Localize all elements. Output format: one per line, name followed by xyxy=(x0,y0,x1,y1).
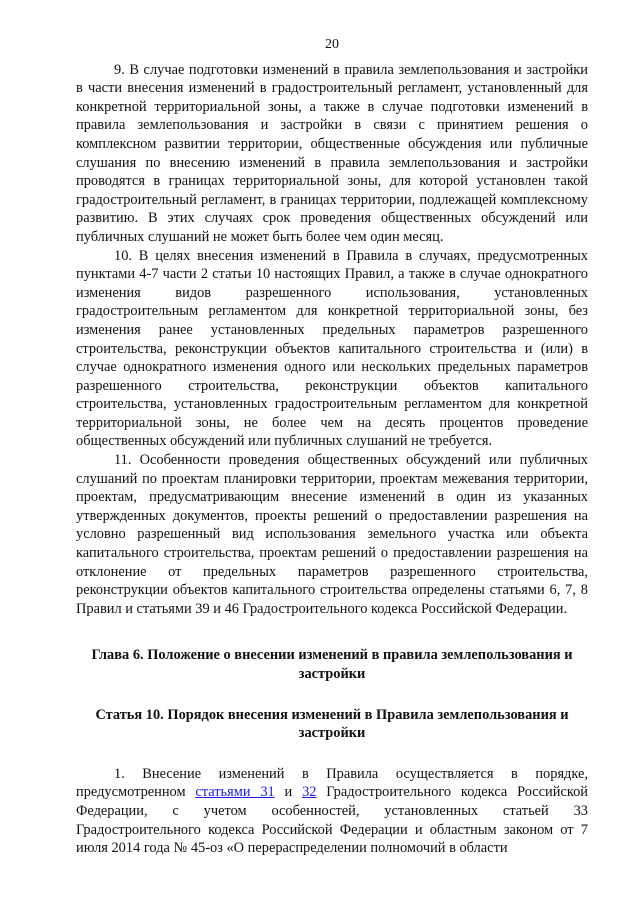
article-31-link[interactable]: статьями 31 xyxy=(195,784,275,801)
paragraph-9: 9. В случае подготовки изменений в правила землепользования и застройки в части внесения изменений в градостроительный регламент, установленный для конкретной территориальной зоны, а также в случае подготовки изменений в правила землепользования и застройки в связи с принятием решения о комплексном развитии территории, общественные обсуждения или публичные слушания по внесению изменений в правила землепользования и застройки проводятся в границах территориальной зоны, для которой установлен такой градостроительный регламент, в границах территории, подлежащей комплексному развитию. В этих случаях срок проведения общественных обсуждений или публичных слушаний не может быть более чем один месяц. xyxy=(76,61,588,245)
paragraph-1-text-end: Градостроительного кодекса Российской Федерации, с учетом особенностей, установленных статьей 33 Градостроительного кодекса Российской Федерации и областным законом от 7 июля 2014 года № 45-оз «О перераспределении полномочий в области xyxy=(76,784,588,857)
paragraph-1-conjunction: и xyxy=(274,784,303,801)
paragraph-10: 10. В целях внесения изменений в Правила в случаях, предусмотренных пунктами 4-7 части 2 статьи 10 настоящих Правил, а также в случае однократного изменения видов разрешенного использования, установленных градостроительным регламентом для конкретной территориальной зоны, без изменения ранее установленных предельных параметров разрешенного строительства, реконструкции объектов капитального строительства и (или) в случае однократного изменения одного или нескольких предельных параметров разрешенного строительства, реконструкции объектов капитального строительства, установленных градостроительным регламентом для конкретной территориальной зоны, не более чем на десять процентов проведение общественных обсуждений или публичных слушаний не требуется. xyxy=(76,247,588,450)
paragraph-1 xyxy=(76,765,588,858)
article-heading: Статья 10. Порядок внесения изменений в Правила землепользования и застройки xyxy=(95,706,569,742)
chapter-heading: Глава 6. Положение о внесении изменений в правила землепользования и застройки xyxy=(91,647,573,682)
paragraph-1-text-start: 1. Внесение изменений в Правила осуществляется в порядке, предусмотренном xyxy=(76,765,588,801)
paragraph-11: 11. Особенности проведения общественных обсуждений или публичных слушаний по проектам планировки территории, проектам межевания территории, проектам, предусматривающим внесение изменений в один из указанных утвержденных документов, проекты решений о предоставлении разрешения на условно разрешенный вид использования земельного участка или объекта капитального строительства, проектам решений о предоставлении разрешения на отклонение от предельных параметров разрешенного строительства, реконструкции объектов капитального строительства определены статьями 6, 7, 8 Правил и статьями 39 и 46 Градостроительного кодекса Российской Федерации. xyxy=(76,452,588,617)
document-page xyxy=(76,0,588,858)
page-number: 20 xyxy=(325,37,339,52)
article-32-link[interactable]: 32 xyxy=(302,784,317,801)
